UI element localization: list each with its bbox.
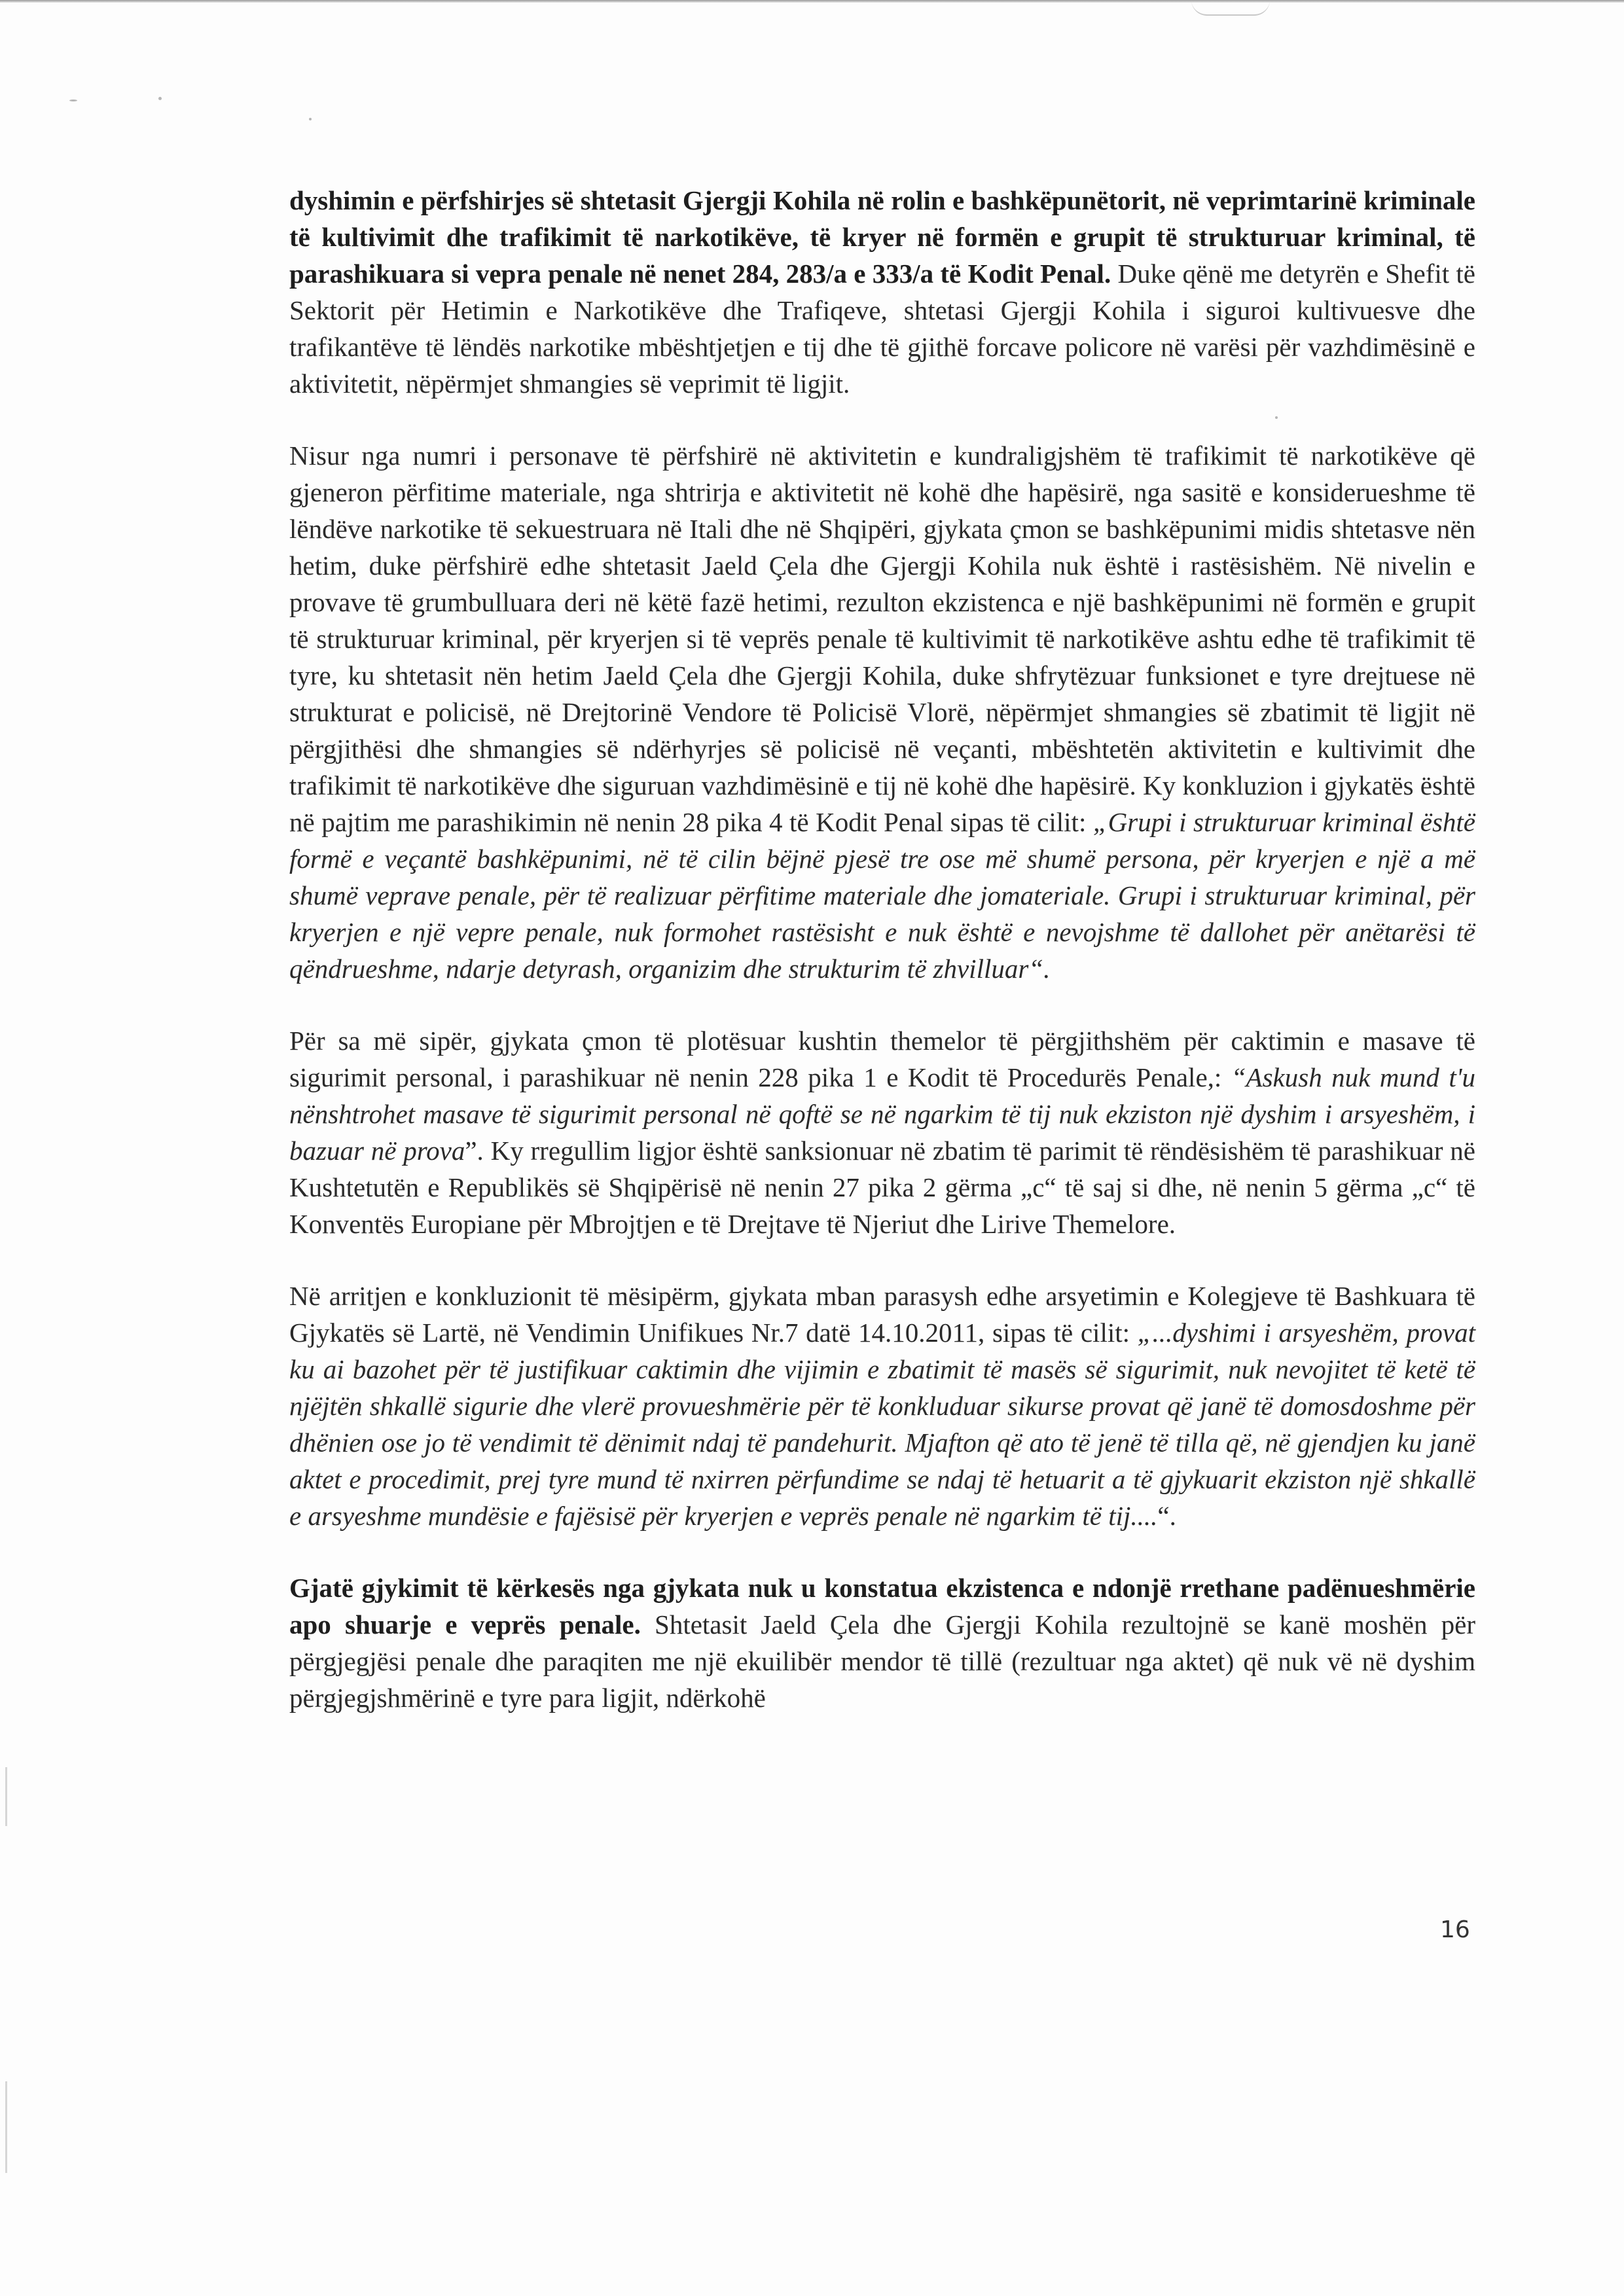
page-number: 16: [1440, 1916, 1470, 1943]
scan-corner-mark: [1191, 0, 1270, 16]
scan-speck: [158, 97, 162, 100]
paragraph-3-quote: “Askush nuk mund t'u nënshtrohet masave të sigurimit personal në qoftë se në ngarkim të tij nuk ekziston një dyshim i arsyeshëm, i bazuar në prova: [289, 1062, 1475, 1166]
paragraph-4: [289, 1278, 1475, 1534]
scan-speck: [309, 118, 312, 120]
document-body: [289, 182, 1475, 1716]
paragraph-5-bold-text: Gjatë gjykimit të kërkesës nga gjykata nuk u konstatua ekzistenca e ndonjë rrethane padënueshmërie apo shuarje e veprës penale.: [289, 1573, 1475, 1640]
paragraph-5: [289, 1570, 1475, 1716]
scan-edge-mark: [5, 1767, 7, 1826]
scan-speck: [69, 99, 77, 101]
paragraph-2-quote: „Grupi i strukturuar kriminal është formë e veçantë bashkëpunimi, në të cilin bëjnë pjesë tre ose më shumë persona, për kryerjen e një a më shumë veprave penale, për të realizuar përfitime materiale dhe jomateriale. Grupi i strukturuar kriminal, për kryerjen e një vepre penale, nuk formohet rastësisht e nuk është e nevojshme të dallohet për anëtarësi të qëndrueshme, ndarje detyrash, organizim dhe strukturim të zhvilluar“.: [289, 807, 1475, 984]
paragraph-4-quote-close: “.: [1157, 1501, 1176, 1531]
paragraph-2: [289, 437, 1475, 987]
paragraph-1: [289, 182, 1475, 402]
paragraph-4-quote: „...dyshimi i arsyeshëm, provat ku ai bazohet për të justifikuar caktimin dhe vijimin e zbatimit të masës së sigurimit, nuk nevojitet të ketë të njëjtën shkallë sigurie dhe vlerë provueshmërie për të konkluduar sikurse provat që janë të domosdoshme për dhënien ose jo të vendimit të dënimit ndaj të pandehurit. Mjafton që ato të jenë të tilla që, në gjendjen ku janë aktet e procedimit, prej tyre mund të nxirren përfundime se ndaj të hetuarit a të gjykuarit ekziston një shkallë e arsyeshme mundësie e fajësisë për kryerjen e veprës penale në ngarkim të tij....: [289, 1318, 1475, 1531]
paragraph-1-text: Duke qënë me detyrën e Shefit të Sektorit për Hetimin e Narkotikëve dhe Trafiqeve, shtetasi Gjergji Kohila i siguroi kultivuesve dhe trafikantëve të lëndës narkotike mbështjetjen e tij dhe të gjithë forcave policore në varësi për vazhdimësinë e aktivitetit, nëpërmjet shmangies së veprimit të ligjit.: [289, 259, 1475, 399]
scan-edge-mark: [5, 2081, 7, 2173]
paragraph-3-text-b: ”. Ky rregullim ligjor është sanksionuar në zbatim të parimit të rëndësishëm të parashikuar në Kushtetutën e Republikës së Shqipërisë në nenin 27 pika 2 gërma „c“ të saj si dhe, në nenin 5 gërma „c“ të Konventës Europiane për Mbrojtjen e të Drejtave të Njeriut dhe Lirive Themelore.: [289, 1136, 1475, 1239]
paragraph-3-text-a: Për sa më sipër, gjykata çmon të plotësuar kushtin themelor të përgjithshëm për caktimin e masave të sigurimit personal, i parashikuar në nenin 228 pika 1 e Kodit të Procedurës Penale,:: [289, 1026, 1475, 1092]
paragraph-1-bold-text: dyshimin e përfshirjes së shtetasit Gjergji Kohila në rolin e bashkëpunëtorit, në veprimtarinë kriminale të kultivimit dhe trafikimit të narkotikëve, të kryer në formën e grupit të strukturuar kriminal, të parashikuara si vepra penale në nenet 284, 283/a e 333/a të Kodit Penal.: [289, 185, 1475, 289]
paragraph-5-text: Shtetasit Jaeld Çela dhe Gjergji Kohila rezultojnë se kanë moshën për përgjegjësi penale dhe paraqiten me një ekuilibër mendor të tillë (rezultuar nga aktet) që nuk vë në dyshim përgjegjshmërinë e tyre para ligjit, ndërkohë: [289, 1609, 1475, 1713]
paragraph-3: [289, 1022, 1475, 1242]
paragraph-4-text: Në arritjen e konkluzionit të mësipërm, gjykata mban parasysh edhe arsyetimin e Kolegjeve të Bashkuara të Gjykatës së Lartë, në Vendimin Unifikues Nr.7 datë 14.10.2011, sipas të cilit:: [289, 1281, 1475, 1348]
scan-top-edge: [0, 0, 1624, 3]
paragraph-2-text: Nisur nga numri i personave të përfshirë në aktivitetin e kundraligjshëm të trafikimit të narkotikëve që gjeneron përfitime materiale, nga shtrirja e aktivitetit në kohë dhe hapësirë, nga sasitë e konsiderueshme të lëndëve narkotike të sekuestruara në Itali dhe në Shqipëri, gjykata çmon se bashkëpunimi midis shtetasve nën hetim, duke përfshirë edhe shtetasit Jaeld Çela dhe Gjergji Kohila nuk është i rastësishëm. Në nivelin e provave të grumbulluara deri në këtë fazë hetimi, rezulton ekzistenca e një bashkëpunimi në formën e grupit të strukturuar kriminal, për kryerjen si të veprës penale të kultivimit të narkotikëve ashtu edhe të trafikimit të tyre, ku shtetasit nën hetim Jaeld Çela dhe Gjergji Kohila, duke shfrytëzuar funksionet e tyre drejtuese në strukturat e policisë, në Drejtorinë Vendore të Policisë Vlorë, nëpërmjet shmangies së zbatimit të ligjit në përgjithësi dhe shmangies së ndërhyrjes së policisë në veçanti, mbështetën aktivitetin e kultivimit dhe trafikimit të narkotikëve dhe siguruan vazhdimësinë e tij në kohë dhe hapësirë. Ky konkluzion i gjykatës është në pajtim me parashikimin në nenin 28 pika 4 të Kodit Penal sipas të cilit:: [289, 440, 1475, 837]
